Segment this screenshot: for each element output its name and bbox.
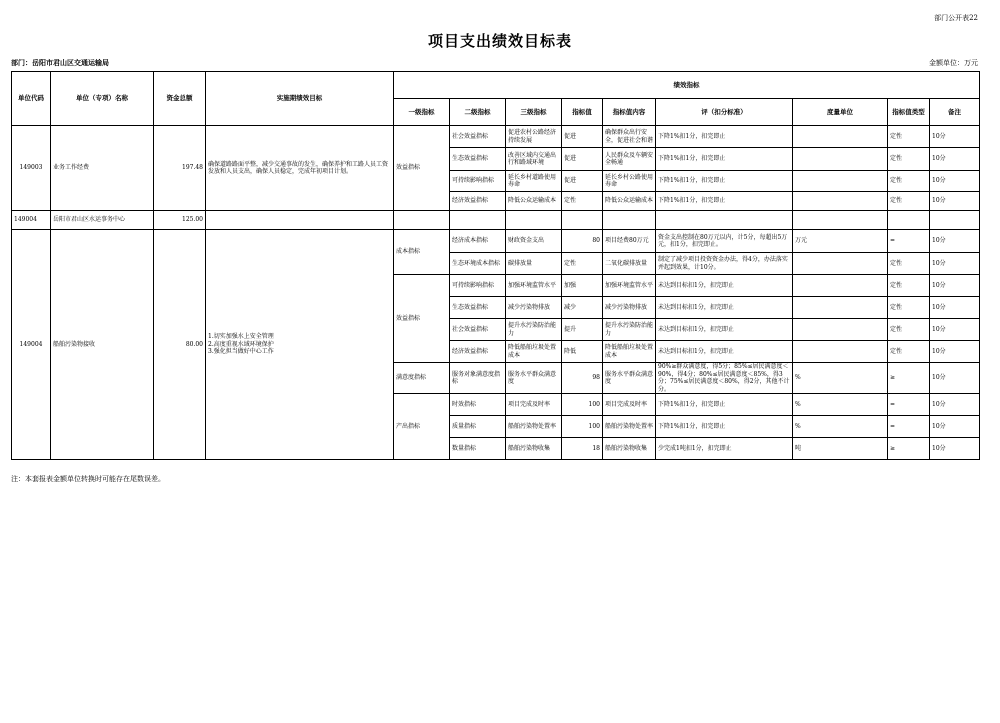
remark-cell: 10分 (930, 416, 980, 438)
value-cell: 18 (562, 438, 603, 460)
level2-cell: 经济成本指标 (450, 230, 506, 253)
empty-cell (506, 211, 562, 230)
value-content-cell: 提升水污染防治能力 (603, 319, 656, 341)
level2-cell: 数量指标 (450, 438, 506, 460)
value-cell: 加强 (562, 275, 603, 297)
remark-cell: 10分 (930, 126, 980, 148)
level1-cell: 效益指标 (394, 275, 450, 363)
empty-cell (450, 211, 506, 230)
level1-cell: 满意度指标 (394, 363, 450, 394)
performance-table (11, 71, 980, 460)
header-remark: 备注 (930, 99, 980, 126)
value-type-cell: = (888, 394, 930, 416)
value-content-cell: 船舶污染物处置率 (603, 416, 656, 438)
measure-unit-cell (793, 126, 888, 148)
measure-unit-cell: 万元 (793, 230, 888, 253)
goal-cell (206, 211, 394, 230)
value-content-cell: 项目完成及时率 (603, 394, 656, 416)
measure-unit-cell (793, 275, 888, 297)
header-score-standard: 评（扣分标准） (656, 99, 793, 126)
score-standard-cell: 少完成1吨扣1分，扣完即止 (656, 438, 793, 460)
header-value-type: 指标值类型 (888, 99, 930, 126)
header-perf-indicators: 绩效指标 (394, 72, 980, 99)
score-standard-cell: 资金支出控制在80万元以内，计5分，每超出5万元，扣1分，扣完即止。 (656, 230, 793, 253)
value-cell: 定性 (562, 253, 603, 275)
remark-cell: 10分 (930, 148, 980, 171)
remark-cell: 10分 (930, 319, 980, 341)
score-standard-cell: 下降1%扣1分，扣完即止 (656, 416, 793, 438)
value-content-cell: 人民群众及车辆安全畅通 (603, 148, 656, 171)
goal-cell: 确保道路路面平整，减少交通事故的发生，确保养护和工路人员工资发放和人员支出，确保人员稳定，完成年初项目计划。 (206, 126, 394, 211)
value-cell: 100 (562, 394, 603, 416)
level3-cell: 减少污染物排放 (506, 297, 562, 319)
header-level3: 三级指标 (506, 99, 562, 126)
level3-cell: 提升水污染防治能力 (506, 319, 562, 341)
header-fund-total: 资金总额 (154, 72, 206, 126)
remark-cell: 10分 (930, 275, 980, 297)
level3-cell: 财政资金支出 (506, 230, 562, 253)
level2-cell: 社会效益指标 (450, 319, 506, 341)
score-standard-cell: 下降1%扣1分，扣完即止 (656, 126, 793, 148)
level3-cell: 船舶污染物处置率 (506, 416, 562, 438)
value-type-cell: ≥ (888, 363, 930, 394)
value-cell: 定性 (562, 192, 603, 211)
remark-cell: 10分 (930, 341, 980, 363)
value-type-cell: = (888, 230, 930, 253)
remark-cell: 10分 (930, 192, 980, 211)
value-cell: 促进 (562, 171, 603, 192)
empty-cell (888, 211, 930, 230)
header-unit-code: 单位代码 (12, 72, 51, 126)
score-standard-cell: 90%≥群众满意度，得5分；85%≤居民满意度＜90%，得4分；80%≤居民满意度＜85%，得3分；75%≤居民满意度＜80%，得2分，其他不计分。 (656, 363, 793, 394)
value-content-cell: 降低公众运输成本 (603, 192, 656, 211)
header-level2: 二级指标 (450, 99, 506, 126)
value-content-cell: 降低船舶垃圾处置成本 (603, 341, 656, 363)
value-content-cell: 船舶污染物收集 (603, 438, 656, 460)
header-value-content: 指标值内容 (603, 99, 656, 126)
unit-name-cell: 业务工作经费 (51, 126, 154, 211)
remark-cell: 10分 (930, 363, 980, 394)
level2-cell: 生态效益指标 (450, 297, 506, 319)
level2-cell: 质量指标 (450, 416, 506, 438)
level3-cell: 延长乡村道路使用寿命 (506, 171, 562, 192)
level1-cell: 成本指标 (394, 230, 450, 275)
value-type-cell: 定性 (888, 319, 930, 341)
level2-cell: 生态环境成本指标 (450, 253, 506, 275)
unit-name-cell: 船舶污染物接收 (51, 230, 154, 460)
measure-unit-cell (793, 171, 888, 192)
value-content-cell: 项目经费80万元 (603, 230, 656, 253)
value-type-cell: 定性 (888, 253, 930, 275)
goal-cell: 1.切实加强水上安全管理 2.高度重视水域环境保护 3.强化担当做好中心工作 (206, 230, 394, 460)
measure-unit-cell: % (793, 416, 888, 438)
header-measure-unit: 度量单位 (793, 99, 888, 126)
value-content-cell: 确保群众出行安全，促进社会和谐 (603, 126, 656, 148)
remark-cell: 10分 (930, 171, 980, 192)
level2-cell: 服务对象满意度指标 (450, 363, 506, 394)
remark-cell: 10分 (930, 394, 980, 416)
level3-cell: 服务水平群众满意度 (506, 363, 562, 394)
value-cell: 80 (562, 230, 603, 253)
value-type-cell: 定性 (888, 341, 930, 363)
level2-cell: 经济效益指标 (450, 341, 506, 363)
level3-cell: 项目完成及时率 (506, 394, 562, 416)
value-type-cell: ≥ (888, 438, 930, 460)
fund-amount-cell: 197.48 (154, 126, 206, 211)
measure-unit-cell (793, 148, 888, 171)
unit-name-cell: 岳阳市君山区水运事务中心 (51, 211, 154, 230)
level3-cell: 碳排放量 (506, 253, 562, 275)
score-standard-cell: 制定了减少项目投资资金办法，得4分，办法落实并起到效果，计10分。 (656, 253, 793, 275)
value-content-cell: 加强环境监管水平 (603, 275, 656, 297)
level2-cell: 可持续影响指标 (450, 171, 506, 192)
level3-cell: 降低公众运输成本 (506, 192, 562, 211)
level3-cell: 船舶污染物收集 (506, 438, 562, 460)
unit-code-cell: 149004 (12, 230, 51, 460)
measure-unit-cell (793, 297, 888, 319)
measure-unit-cell (793, 253, 888, 275)
level3-cell: 改善区域内交通出行和路域环境 (506, 148, 562, 171)
score-standard-cell: 下降1%扣1分，扣完即止 (656, 394, 793, 416)
level2-cell: 经济效益指标 (450, 192, 506, 211)
score-standard-cell: 下降1%扣1分，扣完即止 (656, 148, 793, 171)
table-row (12, 230, 980, 253)
measure-unit-cell: % (793, 394, 888, 416)
value-type-cell: 定性 (888, 275, 930, 297)
level3-cell: 加强环境监管水平 (506, 275, 562, 297)
value-cell: 降低 (562, 341, 603, 363)
score-standard-cell: 未达到目标扣1分，扣完即止 (656, 297, 793, 319)
value-type-cell: 定性 (888, 148, 930, 171)
value-content-cell: 服务水平群众满意度 (603, 363, 656, 394)
score-standard-cell: 下降1%扣1分，扣完即止 (656, 171, 793, 192)
table-row (12, 126, 980, 148)
header-goal: 实施期绩效目标 (206, 72, 394, 126)
score-standard-cell: 未达到目标扣1分，扣完即止 (656, 275, 793, 297)
value-content-cell: 减少污染物排放 (603, 297, 656, 319)
value-content-cell: 二氧化碳排放量 (603, 253, 656, 275)
score-standard-cell: 下降1%扣1分，扣完即止 (656, 192, 793, 211)
level2-cell: 生态效益指标 (450, 148, 506, 171)
level3-cell: 降低船舶垃圾处置成本 (506, 341, 562, 363)
level1-cell: 产出指标 (394, 394, 450, 460)
level1-cell: 效益指标 (394, 126, 450, 211)
empty-cell (603, 211, 656, 230)
remark-cell: 10分 (930, 297, 980, 319)
score-standard-cell: 未达到目标扣1分，扣完即止 (656, 341, 793, 363)
page-number: 部门公开表22 (934, 14, 978, 22)
value-type-cell: 定性 (888, 192, 930, 211)
value-cell: 减少 (562, 297, 603, 319)
measure-unit-cell (793, 192, 888, 211)
value-content-cell: 延长乡村公路使用寿命 (603, 171, 656, 192)
value-type-cell: 定性 (888, 171, 930, 192)
header-value: 指标值 (562, 99, 603, 126)
measure-unit-cell (793, 341, 888, 363)
level2-cell: 可持续影响指标 (450, 275, 506, 297)
measure-unit-cell (793, 319, 888, 341)
remark-cell: 10分 (930, 230, 980, 253)
fund-amount-cell: 125.00 (154, 211, 206, 230)
amount-unit-label: 金额单位：万元 (929, 59, 978, 67)
level3-cell: 促进农村公路经济持续发展 (506, 126, 562, 148)
value-cell: 促进 (562, 148, 603, 171)
value-type-cell: 定性 (888, 297, 930, 319)
empty-cell (394, 211, 450, 230)
empty-cell (562, 211, 603, 230)
empty-cell (793, 211, 888, 230)
header-unit-name: 单位（专项）名称 (51, 72, 154, 126)
level2-cell: 社会效益指标 (450, 126, 506, 148)
value-cell: 100 (562, 416, 603, 438)
remark-cell: 10分 (930, 253, 980, 275)
value-cell: 98 (562, 363, 603, 394)
value-cell: 提升 (562, 319, 603, 341)
empty-cell (656, 211, 793, 230)
unit-code-cell: 149004 (12, 211, 51, 230)
value-cell: 促进 (562, 126, 603, 148)
footnote: 注：本套报表金额单位转换时可能存在尾数误差。 (11, 475, 165, 483)
header-level1: 一级指标 (394, 99, 450, 126)
unit-code-cell: 149003 (12, 126, 51, 211)
level2-cell: 时效指标 (450, 394, 506, 416)
measure-unit-cell: 吨 (793, 438, 888, 460)
page-title: 项目支出绩效目标表 (427, 32, 572, 50)
fund-amount-cell: 80.00 (154, 230, 206, 460)
empty-cell (930, 211, 980, 230)
remark-cell: 10分 (930, 438, 980, 460)
department-label: 部门：岳阳市君山区交通运输局 (11, 58, 109, 67)
table-row (12, 211, 980, 230)
measure-unit-cell: % (793, 363, 888, 394)
value-type-cell: = (888, 416, 930, 438)
score-standard-cell: 未达到目标扣1分，扣完即止 (656, 319, 793, 341)
value-type-cell: 定性 (888, 126, 930, 148)
